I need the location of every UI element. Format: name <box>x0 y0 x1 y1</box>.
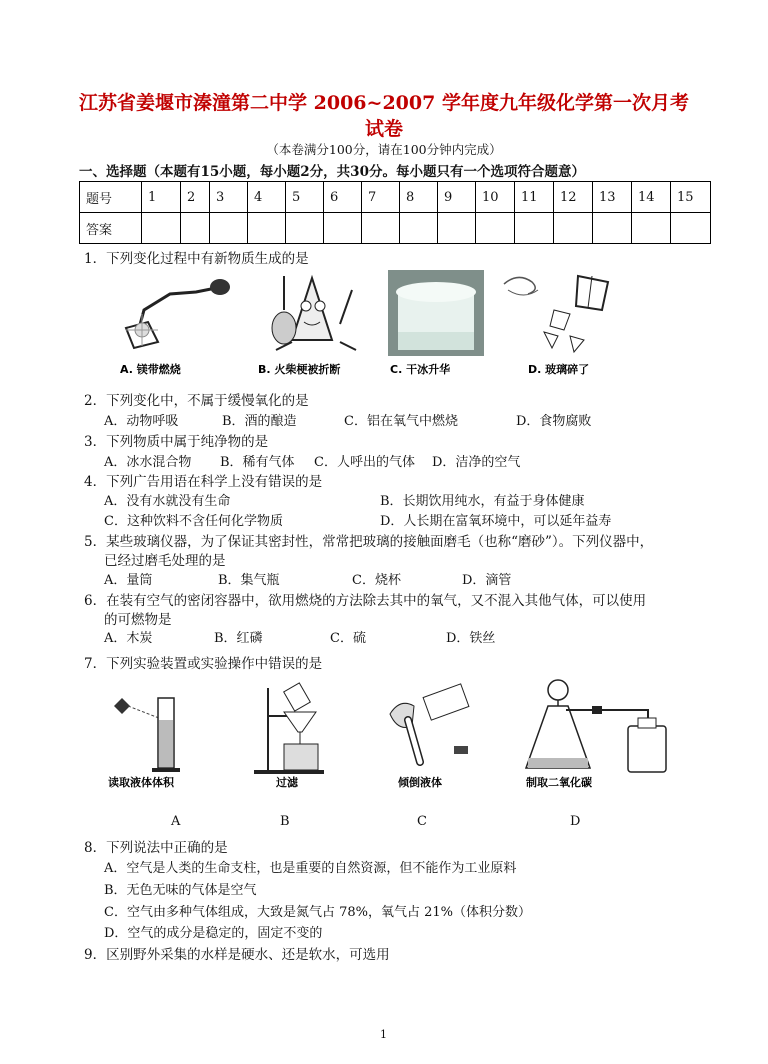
q6-option-b[interactable]: B．红磷 <box>214 631 263 646</box>
q1-caption-c: C. 干冰升华 <box>390 363 451 376</box>
q1-caption-a: A. 镁带燃烧 <box>120 363 181 376</box>
table-row <box>80 182 711 213</box>
answer-cell[interactable] <box>362 213 400 244</box>
question-1: 1．下列变化过程中有新物质生成的是 <box>84 251 309 267</box>
table-cell: 10 <box>476 182 515 213</box>
q7-caption-c: 倾倒液体 <box>398 776 442 789</box>
section-heading: 一、选择题（本题有15小题，每小题2分，共30分。每小题只有一个选项符合题意） <box>79 164 585 180</box>
table-cell: 5 <box>286 182 324 213</box>
table-header-cell: 答案 <box>80 213 142 244</box>
answer-cell[interactable] <box>286 213 324 244</box>
table-cell: 4 <box>248 182 286 213</box>
table-cell: 1 <box>142 182 181 213</box>
q5-option-c[interactable]: C．烧杯 <box>352 573 401 588</box>
q1-figures <box>108 270 636 378</box>
answer-cell[interactable] <box>324 213 362 244</box>
answer-cell[interactable] <box>438 213 476 244</box>
question-8: 8．下列说法中正确的是 <box>84 840 228 856</box>
q6-option-c[interactable]: C．硫 <box>330 631 366 646</box>
question-5-cont: 已经过磨毛处理的是 <box>104 553 226 569</box>
q4-option-d[interactable]: D．人长期在富氧环境中，可以延年益寿 <box>380 514 612 529</box>
q7-caption-b: 过滤 <box>276 776 298 789</box>
table-cell: 12 <box>554 182 593 213</box>
exam-note: （本卷满分100分，请在100分钟内完成） <box>266 142 502 157</box>
q1-caption-d: D. 玻璃碎了 <box>528 363 590 376</box>
graduated-cylinder-figure <box>108 698 180 789</box>
table-cell: 11 <box>515 182 554 213</box>
answer-cell[interactable] <box>142 213 181 244</box>
answer-cell[interactable] <box>515 213 554 244</box>
table-cell: 9 <box>438 182 476 213</box>
filtration-figure <box>254 683 324 789</box>
q8-option-b[interactable]: B．无色无味的气体是空气 <box>104 883 257 898</box>
answer-cell[interactable] <box>181 213 210 244</box>
q2-option-d[interactable]: D．食物腐败 <box>516 414 592 429</box>
q7-option-a[interactable]: A <box>171 814 181 829</box>
q7-caption-d: 制取二氧化碳 <box>526 776 592 789</box>
question-7: 7．下列实验装置或实验操作中错误的是 <box>84 656 323 672</box>
q7-option-b[interactable]: B <box>280 814 290 829</box>
q2-option-a[interactable]: A．动物呼吸 <box>104 414 179 429</box>
question-9: 9．区别野外采集的水样是硬水、还是软水，可选用 <box>84 947 390 963</box>
q1-caption-b: B. 火柴梗被折断 <box>258 363 341 376</box>
q7-caption-a: 读取液体体积 <box>108 776 174 789</box>
table-cell: 2 <box>181 182 210 213</box>
q8-option-a[interactable]: A．空气是人类的生命支柱，也是重要的自然资源，但不能作为工业原料 <box>104 861 517 876</box>
answer-cell[interactable] <box>554 213 593 244</box>
answer-cell[interactable] <box>210 213 248 244</box>
question-3: 3．下列物质中属于纯净物的是 <box>84 434 269 450</box>
question-4: 4．下列广告用语在科学上没有错误的是 <box>84 474 323 490</box>
answer-table <box>79 181 711 244</box>
question-5: 5．某些玻璃仪器，为了保证其密封性，常常把玻璃的接触面磨毛（也称“磨砂”）。下列仪器中， <box>84 534 654 550</box>
answer-cell[interactable] <box>248 213 286 244</box>
page-title: 江苏省姜堰市溱潼第二中学 2006~2007 学年度九年级化学第一次月考 <box>79 92 689 114</box>
table-row <box>80 213 711 244</box>
q2-option-b[interactable]: B．酒的酿造 <box>222 414 297 429</box>
question-6-cont: 的可燃物是 <box>104 612 172 628</box>
q4-option-c[interactable]: C．这种饮料不含任何化学物质 <box>104 514 283 529</box>
answer-cell[interactable] <box>632 213 671 244</box>
answer-cell[interactable] <box>671 213 711 244</box>
answer-cell[interactable] <box>476 213 515 244</box>
q2-option-c[interactable]: C．铝在氧气中燃烧 <box>344 414 458 429</box>
table-cell: 8 <box>400 182 438 213</box>
q5-option-d[interactable]: D．滴管 <box>462 573 512 588</box>
page-title-line2: 试卷 <box>364 118 403 140</box>
answer-cell[interactable] <box>400 213 438 244</box>
q5-option-a[interactable]: A．量筒 <box>104 573 153 588</box>
dry-ice-figure <box>388 270 484 356</box>
q5-option-b[interactable]: B．集气瓶 <box>218 573 280 588</box>
table-cell: 15 <box>671 182 711 213</box>
answer-cell[interactable] <box>593 213 632 244</box>
magnesium-burning-figure <box>108 270 236 356</box>
q3-option-c[interactable]: C．人呼出的气体 <box>314 455 415 470</box>
q3-option-d[interactable]: D．洁净的空气 <box>432 455 521 470</box>
q3-option-b[interactable]: B．稀有气体 <box>220 455 295 470</box>
q7-option-d[interactable]: D <box>570 814 581 829</box>
q6-option-a[interactable]: A．木炭 <box>104 631 153 646</box>
q8-option-c[interactable]: C．空气由多种气体组成，大致是氮气占 78%，氧气占 21%（体积分数） <box>104 905 532 920</box>
q6-option-d[interactable]: D．铁丝 <box>446 631 496 646</box>
broken-glass-figure <box>496 270 632 356</box>
pouring-liquid-figure <box>390 684 469 789</box>
q3-option-a[interactable]: A．冰水混合物 <box>104 455 192 470</box>
table-header-cell: 题号 <box>80 182 142 213</box>
table-cell: 14 <box>632 182 671 213</box>
q7-option-c[interactable]: C <box>417 814 427 829</box>
table-cell: 13 <box>593 182 632 213</box>
table-cell: 3 <box>210 182 248 213</box>
table-cell: 7 <box>362 182 400 213</box>
matchstick-figure <box>258 270 366 356</box>
table-cell: 6 <box>324 182 362 213</box>
q8-option-d[interactable]: D．空气的成分是稳定的，固定不变的 <box>104 926 323 941</box>
page-number: 1 <box>380 1028 387 1041</box>
question-6: 6．在装有空气的密闭容器中，欲用燃烧的方法除去其中的氧气，又不混入其他气体，可以使用 <box>84 593 647 609</box>
co2-apparatus-figure <box>526 680 666 789</box>
question-2: 2．下列变化中，不属于缓慢氧化的是 <box>84 393 309 409</box>
q4-option-b[interactable]: B．长期饮用纯水，有益于身体健康 <box>380 494 585 509</box>
q7-figures <box>108 676 668 796</box>
q4-option-a[interactable]: A．没有水就没有生命 <box>104 494 231 509</box>
